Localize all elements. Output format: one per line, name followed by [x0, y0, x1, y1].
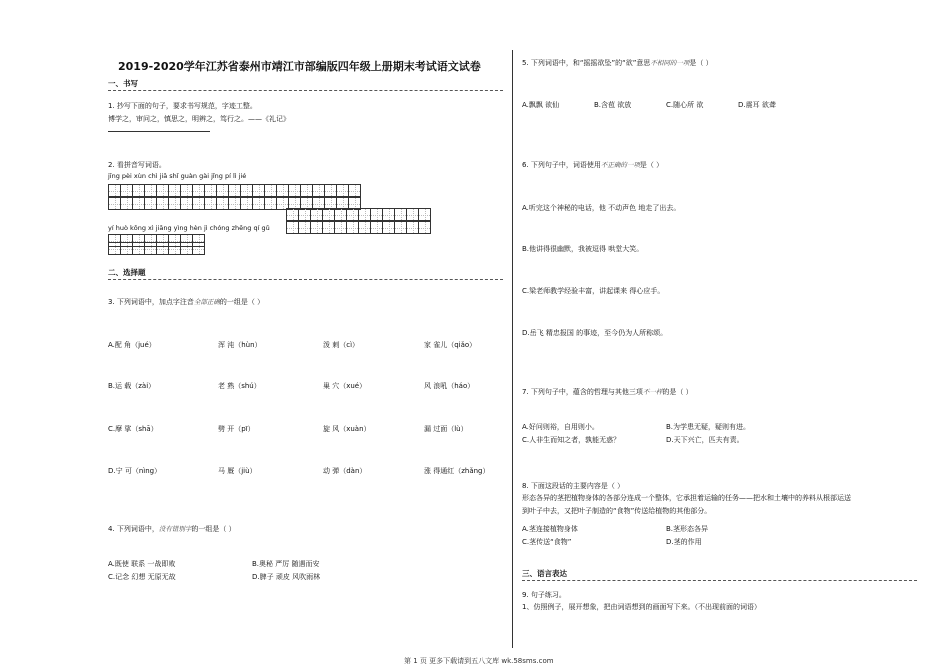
divider — [108, 90, 503, 91]
q3-opt-d3: 动 弹（dàn） — [323, 467, 367, 475]
q6-opt-d[interactable]: D.岳飞 精忠报国 的事迹，至今仍为人所称颂。 — [522, 329, 668, 337]
q2-pinyin-2: yí huò kōng xì jiāng yìng hèn jì chóng zhēng qí gǔ — [108, 224, 270, 232]
q7-prompt: 7. 下列句子中，蕴含的哲理与其他三项 — [522, 388, 643, 396]
exam-title: 2019-2020学年江苏省泰州市靖江市部编版四年级上册期末考试语文试卷 — [118, 60, 481, 73]
q3-opt-b1[interactable]: B.运 载（zài） — [108, 382, 156, 390]
column-divider — [512, 50, 513, 648]
q3-opt-b3: 巢 穴（xué） — [323, 382, 367, 390]
section-writing: 一、书写 — [108, 79, 138, 88]
q6-tail: 是（ ） — [639, 161, 664, 169]
q3-opt-c1[interactable]: C.摩 挲（shā） — [108, 425, 158, 433]
section-language: 三、语言表达 — [522, 569, 567, 578]
q8-passage-2: 到叶子中去，又把叶子制造的“食物”传送给植物的其他部分。 — [522, 507, 712, 515]
writing-grid-2 — [286, 208, 431, 221]
q4-opt-d[interactable]: D.脾子 顽皮 风吹雨林 — [252, 573, 321, 581]
q3-opt-c4: 漏 过面（lù） — [424, 425, 468, 433]
q1-quote: 博学之，审问之，慎思之，明辨之，笃行之。——《礼记》 — [108, 115, 290, 123]
q4-prompt: 4. 下列词语中， — [108, 525, 159, 533]
q7-opt-b[interactable]: B.为学患无疑，疑则有进。 — [666, 423, 751, 431]
q3-opt-d1[interactable]: D.宁 可（nìng） — [108, 467, 162, 475]
q4-text — [108, 524, 236, 534]
q6-prompt: 6. 下列句子中，词语使用 — [522, 161, 601, 169]
q6-opt-c[interactable]: C.梁老师教学经验丰富，讲起课来 得心应手。 — [522, 287, 665, 295]
q3-text — [108, 297, 264, 307]
q9-subtext: 1、仿照例子，展开想象，把由词语想到的画面写下来。（不出现前面的词语） — [522, 603, 761, 611]
q5-opt-b[interactable]: B.含苞 欲放 — [594, 101, 632, 109]
q3-opt-a1[interactable]: A.配 角（jué） — [108, 341, 156, 349]
q3-opt-a4: 家 雀儿（qiǎo） — [424, 341, 477, 349]
q3-opt-c2: 劈 开（pī） — [218, 425, 255, 433]
q5-tail: 是（ ） — [689, 59, 713, 67]
q8-opt-a[interactable]: A.茎连接植物身体 — [522, 525, 578, 533]
q5-opt-d[interactable]: D.震耳 欲聋 — [738, 101, 776, 109]
writing-grid-1 — [108, 184, 361, 197]
q3-opt-a3: 泼 刺（cì） — [323, 341, 360, 349]
q7-opt-a[interactable]: A.好问则裕，自用则小。 — [522, 423, 599, 431]
q7-tail: 的是（ ） — [662, 388, 693, 396]
q4-tail: 的一组是（ ） — [191, 525, 236, 533]
q3-opt-d4: 涨 得通红（zhǎng） — [424, 467, 490, 475]
q8-passage-1: 形态各异的茎把植物身体的各部分连成一个整体，它承担着运输的任务——把水和土壤中的养料从根部运送 — [522, 494, 851, 502]
q8-opt-b[interactable]: B.茎形态各异 — [666, 525, 709, 533]
q2-text: 2. 看拼音写词语。 — [108, 161, 166, 169]
divider — [522, 580, 917, 581]
q5-handwriting: 不相同的一项 — [650, 59, 690, 67]
q8-opt-c[interactable]: C.茎传送“食物” — [522, 538, 572, 546]
q4-opt-c[interactable]: C.记念 幻想 无原无故 — [108, 573, 176, 581]
q4-opt-a[interactable]: A.既使 联系 一战即败 — [108, 560, 176, 568]
q9-text: 9. 句子练习。 — [522, 591, 566, 599]
q8-text: 8. 下面这段话的主要内容是（ ） — [522, 482, 625, 490]
q3-opt-c3: 旋 风（xuàn） — [323, 425, 371, 433]
q3-tail: 的一组是（ ） — [219, 298, 265, 306]
q6-opt-a[interactable]: A.听完这个神秘的电话，他 不动声色 地走了出去。 — [522, 204, 681, 212]
q7-opt-c[interactable]: C.人非生而知之者，孰能无惑？ — [522, 436, 621, 444]
q3-opt-d2: 马 厩（jiù） — [218, 467, 257, 475]
q7-opt-d[interactable]: D.天下兴亡，匹夫有责。 — [666, 436, 744, 444]
q5-opt-c[interactable]: C.随心所 欲 — [666, 101, 704, 109]
q3-opt-a2: 浑 沌（hùn） — [218, 341, 262, 349]
q8-opt-d[interactable]: D.茎的作用 — [666, 538, 702, 546]
q2-pinyin-1: jīng pèi xùn chì jiā shǐ guàn gài jǐng pí lì jié — [108, 172, 247, 180]
q3-prompt: 3. 下列词语中，加点字注音 — [108, 298, 194, 306]
q5-prompt: 5. 下列词语中，和“摇摇欲坠”的“欲”意思 — [522, 59, 651, 67]
q1-text: 1. 抄写下面的句子，要求书写规范，字迹工整。 — [108, 102, 257, 110]
q3-handwriting: 全部正确 — [193, 298, 220, 306]
q6-opt-b[interactable]: B.他讲得很幽默，我被逗得 哄堂大笑。 — [522, 245, 644, 253]
section-choice: 二、选择题 — [108, 268, 146, 277]
writing-grid-2b — [286, 221, 431, 234]
q3-opt-b2: 老 熟（shú） — [218, 382, 261, 390]
q4-handwriting: 没有错别字 — [158, 525, 192, 533]
q5-opt-a[interactable]: A.飘飘 欲仙 — [522, 101, 560, 109]
q5-text — [522, 58, 713, 68]
q4-opt-b[interactable]: B.奥秘 严厉 随遇而安 — [252, 560, 320, 568]
q6-text — [522, 160, 663, 170]
page-footer: 第 1 页 更多下载请到五八文库 wk.58sms.com — [404, 657, 554, 665]
q3-opt-b4: 风 浪吼（háo） — [424, 382, 475, 390]
q7-handwriting: 不一样 — [642, 388, 663, 396]
divider — [108, 279, 503, 280]
q7-text — [522, 387, 693, 397]
writing-grid-3b — [108, 242, 205, 255]
answer-line — [108, 131, 210, 132]
q6-handwriting: 不正确的一项 — [600, 161, 640, 169]
